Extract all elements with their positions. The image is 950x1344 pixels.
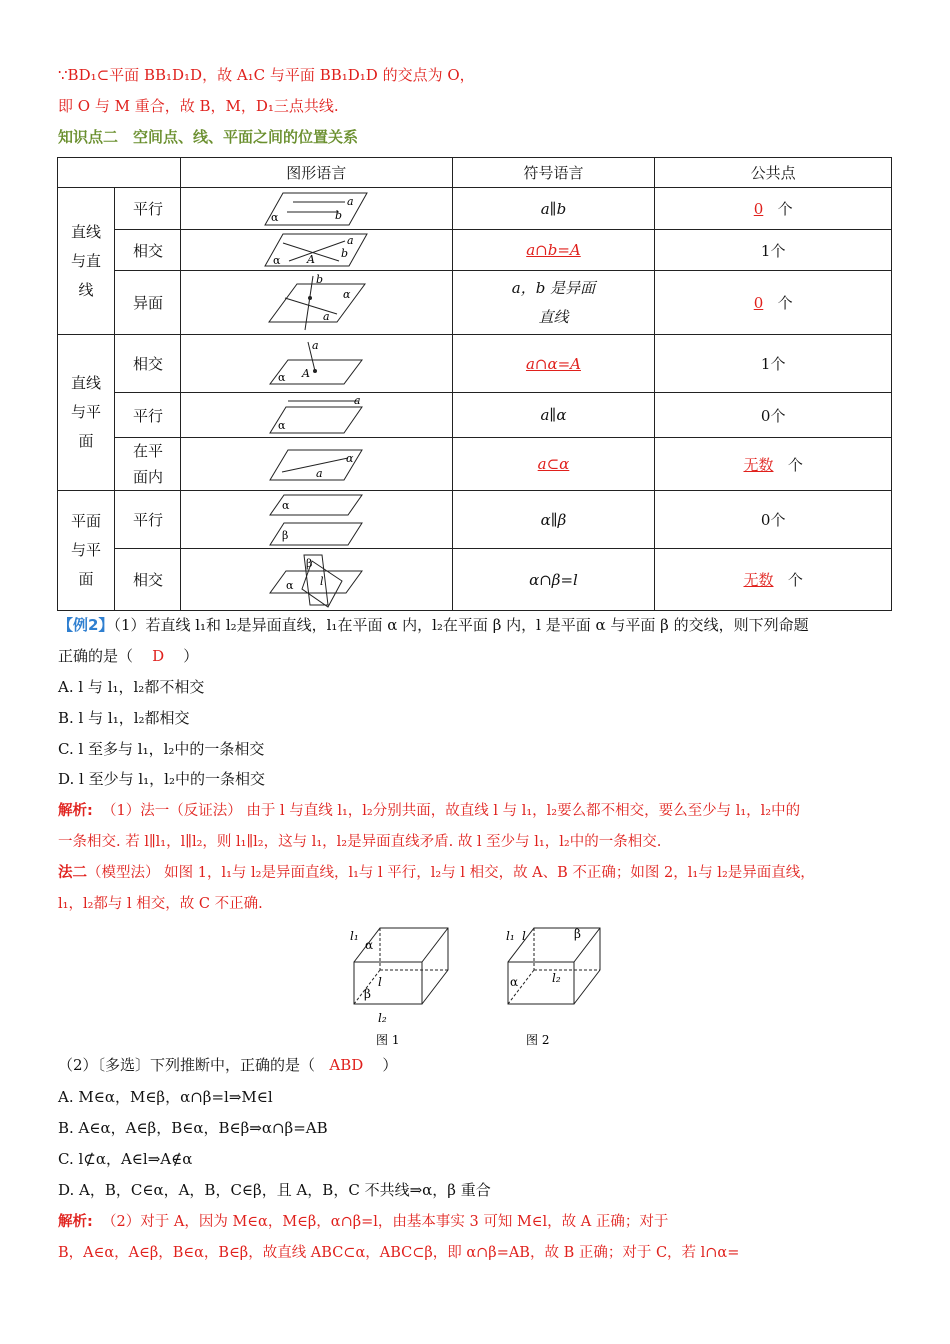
svg-text:β: β	[364, 987, 371, 1001]
q2-option-d: D. A，B，C∈α，A，B，C∈β，且 A，B，C 不共线⇒α，β 重合	[58, 1181, 491, 1199]
figure-line-in-plane	[180, 438, 452, 491]
option-b: B. l 与 l₁，l₂都相交	[58, 709, 190, 727]
header-empty	[58, 158, 181, 188]
symbol-cell: α∥β	[452, 491, 655, 549]
svg-text:l₁: l₁	[506, 929, 515, 943]
analysis-1-line-3: 法二（模型法） 如图 1，l₁与 l₂是异面直线，l₁与 l 平行，l₂与 l 相交，故 A、B 不正确；如图 2，l₁与 l₂是异面直线，	[58, 865, 815, 881]
rel-label: 相交	[114, 549, 180, 611]
header-common: 公共点	[655, 158, 892, 188]
svg-text:α: α	[346, 452, 354, 465]
symbol-cell: a∥α	[452, 393, 655, 438]
svg-text:α: α	[271, 210, 279, 224]
option-d: D. l 至少与 l₁，l₂中的一条相交	[58, 770, 265, 788]
example-tag: 【例2】	[58, 616, 114, 634]
symbol-cell: a，b 是异面直线	[452, 271, 655, 335]
svg-text:a: a	[354, 395, 361, 407]
svg-text:A: A	[307, 253, 316, 266]
group-line-plane: 直线与平面	[58, 335, 115, 491]
common-cell: 0个	[655, 491, 892, 549]
svg-text:a: a	[312, 338, 319, 352]
relation-table	[57, 157, 892, 611]
figure-parallel-lines	[180, 188, 452, 230]
common-cell: 1个	[655, 230, 892, 271]
symbol-cell: a⊂α	[452, 438, 655, 491]
svg-text:α: α	[343, 287, 351, 301]
rel-label: 平行	[114, 188, 180, 230]
rel-label: 在平面内	[114, 438, 180, 491]
q1-line-1: 【例2】（1）若直线 l₁和 l₂是异面直线，l₁在平面 α 内，l₂在平面 β 内，l 是平面 α 与平面 β 的交线，则下列命题	[58, 616, 809, 634]
intro-line-2: 即 O 与 M 重合，故 B，M，D₁三点共线.	[58, 97, 339, 115]
svg-text:b: b	[341, 247, 349, 260]
figure-line-plane-intersect	[180, 335, 452, 393]
svg-text:l: l	[320, 574, 324, 588]
rel-label: 平行	[114, 393, 180, 438]
symbol-cell: a∩b=A	[452, 230, 655, 271]
rel-label: 相交	[114, 230, 180, 271]
figure-1-cube	[340, 920, 460, 1048]
q2-option-b: B. A∈α，A∈β，B∈α，B∈β⇒α∩β=AB	[58, 1119, 328, 1137]
analysis-1-line-4: l₁，l₂都与 l 相交，故 C 不正确.	[58, 896, 263, 912]
svg-text:l₁: l₁	[350, 929, 359, 943]
analysis-2-line-1: 解析: （2）对于 A，因为 M∈α，M∈β，α∩β=l，由基本事实 3 可知 M∈l，故 A 正确；对于	[58, 1214, 669, 1230]
symbol-cell: a∩α=A	[452, 335, 655, 393]
svg-text:α: α	[282, 498, 290, 512]
rel-label: 异面	[114, 271, 180, 335]
header-symbol: 符号语言	[452, 158, 655, 188]
group-plane-plane: 平面与平面	[58, 491, 115, 611]
q2-option-c: C. l⊄α，A∈l⇒A∉α	[58, 1150, 193, 1168]
common-cell: 0 个	[655, 188, 892, 230]
analysis-1-line-1: 解析: （1）法一（反证法） 由于 l 与直线 l₁，l₂分别共面，故直线 l 与 l₁，l₂要么都不相交，要么至少与 l₁，l₂中的	[58, 803, 801, 819]
header-figure: 图形语言	[180, 158, 452, 188]
svg-text:l: l	[378, 975, 382, 989]
svg-text:l₂: l₂	[552, 971, 561, 985]
svg-text:β: β	[306, 556, 313, 570]
svg-text:A: A	[302, 366, 311, 380]
rel-label: 平行	[114, 491, 180, 549]
svg-text:a: a	[347, 194, 354, 208]
svg-text:b: b	[335, 208, 343, 222]
q1-line-2: 正确的是（ D ）	[58, 647, 199, 665]
q2-line: （2）〔多选〕下列推断中，正确的是（ ABD ）	[58, 1056, 398, 1074]
analysis-2-line-2: B，A∈α，A∈β，B∈α，B∈β，故直线 ABC⊂α，ABC⊂β，即 α∩β=AB，故 B 正确；对于 C，若 l∩α=	[58, 1245, 740, 1261]
q2-option-a: A. M∈α，M∈β，α∩β=l⇒M∈l	[58, 1088, 273, 1106]
common-cell: 1个	[655, 335, 892, 393]
svg-text:β: β	[574, 927, 581, 941]
common-cell: 无数 个	[655, 549, 892, 611]
svg-text:α: α	[286, 578, 294, 592]
svg-text:α: α	[278, 370, 286, 384]
figure-2-cube	[500, 920, 620, 1048]
section-title: 知识点二 空间点、线、平面之间的位置关系	[58, 128, 359, 146]
svg-text:b: b	[316, 273, 324, 286]
analysis-1-line-2: 一条相交. 若 l∥l₁，l∥l₂，则 l₁∥l₂，这与 l₁，l₂是异面直线矛盾. 故 l 至少与 l₁，l₂中的一条相交.	[58, 834, 662, 850]
svg-text:β: β	[282, 528, 289, 542]
group-line-line: 直线与直线	[58, 188, 115, 335]
q2-answer: ABD	[329, 1056, 364, 1074]
intro-line-1: ∵BD₁⊂平面 BB₁D₁D，故 A₁C 与平面 BB₁D₁D 的交点为 O，	[58, 66, 475, 84]
common-cell: 0 个	[655, 271, 892, 335]
common-cell: 无数 个	[655, 438, 892, 491]
figure-plane-parallel	[180, 491, 452, 549]
svg-text:α: α	[510, 975, 519, 989]
svg-text:α: α	[273, 254, 281, 267]
svg-text:a: a	[316, 467, 323, 480]
symbol-cell: α∩β=l	[452, 549, 655, 611]
svg-text:l₂: l₂	[378, 1011, 387, 1025]
option-a: A. l 与 l₁，l₂都不相交	[58, 678, 205, 696]
svg-text:α: α	[365, 938, 374, 952]
symbol-cell: a∥b	[452, 188, 655, 230]
svg-text:a: a	[323, 309, 330, 323]
figure-2-caption: 图 2	[526, 1033, 550, 1047]
figure-plane-intersect	[180, 549, 452, 611]
svg-text:a: a	[347, 234, 354, 247]
figure-1-caption: 图 1	[376, 1033, 400, 1047]
option-c: C. l 至多与 l₁，l₂中的一条相交	[58, 740, 265, 758]
svg-text:α: α	[278, 419, 286, 432]
figure-intersect-lines	[180, 230, 452, 271]
rel-label: 相交	[114, 335, 180, 393]
common-cell: 0个	[655, 393, 892, 438]
q1-answer: D	[152, 647, 165, 665]
figure-line-plane-parallel	[180, 393, 452, 438]
figure-skew-lines	[180, 271, 452, 335]
svg-text:l: l	[522, 929, 526, 943]
